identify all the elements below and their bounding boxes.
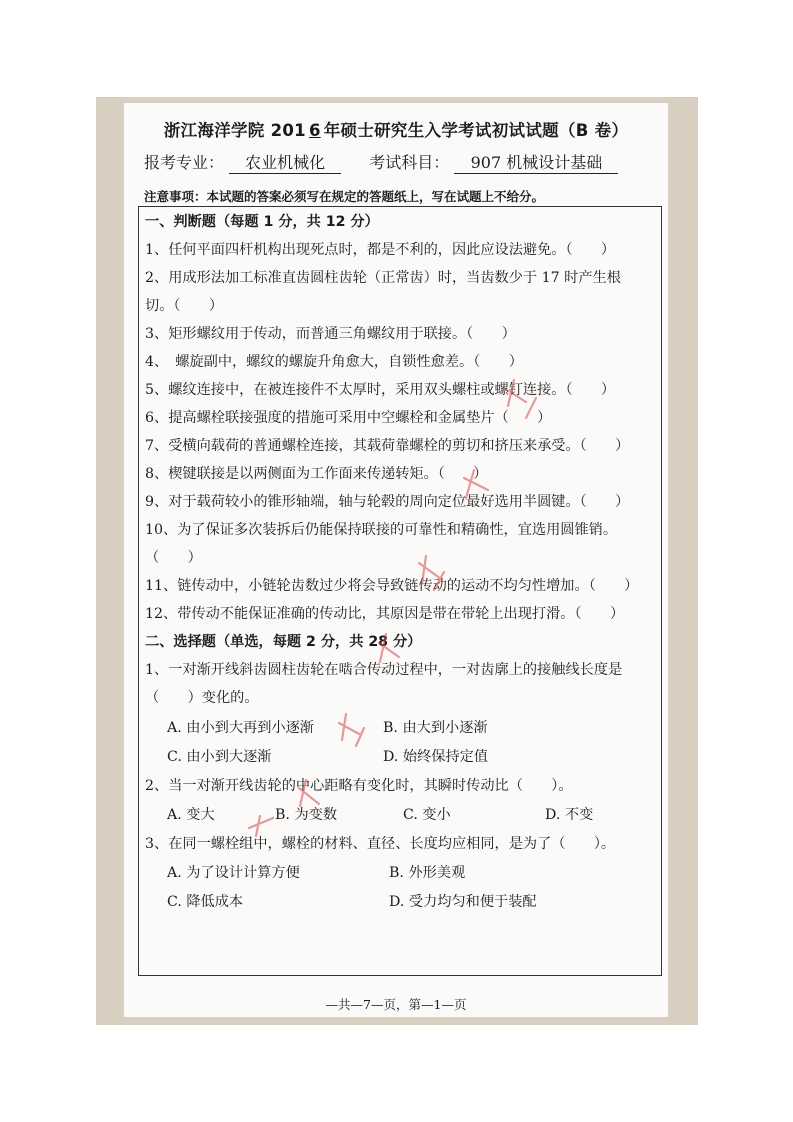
choice-q3-option-a: A. 为了设计计算方便	[167, 865, 300, 881]
choice-q3-stem: 3、在同一螺栓组中，螺栓的材料、直径、长度均应相同，是为了（ ）。	[145, 836, 616, 852]
exam-notice: 注意事项：本试题的答案必须写在规定的答题纸上，写在试题上不给分。	[144, 189, 545, 204]
section-1-heading: 一、判断题（每题 1 分，共 12 分）	[145, 214, 379, 230]
choice-q1-option-c: C. 由小到大逐渐	[167, 749, 272, 765]
judge-item-8: 8、楔键联接是以两侧面为工作面来传递转矩。（ ）	[145, 466, 488, 482]
judge-item-7: 7、受横向载荷的普通螺栓连接，其载荷靠螺栓的剪切和挤压来承受。（ ）	[145, 438, 630, 454]
choice-q3-option-c: C. 降低成本	[167, 894, 244, 910]
choice-q2-option-d: D. 不变	[545, 807, 594, 823]
judge-item-5: 5、螺纹连接中，在被连接件不太厚时，采用双头螺柱或螺钉连接。（ ）	[145, 382, 616, 398]
judge-item-11: 11、链传动中，小链轮齿数过少将会导致链传动的运动不均匀性增加。（ ）	[145, 578, 639, 594]
judge-item-12: 12、带传动不能保证准确的传动比，其原因是带在带轮上出现打滑。（ ）	[145, 606, 625, 622]
choice-q3-option-d: D. 受力均匀和便于装配	[389, 894, 537, 910]
choice-q2-option-c: C. 变小	[403, 807, 451, 823]
choice-q1-stem-cont: （ ）变化的。	[145, 690, 259, 706]
choice-q3-option-b: B. 外形美观	[389, 865, 466, 881]
section-2-heading: 二、选择题（单选，每题 2 分，共 28 分）	[145, 634, 422, 650]
choice-q1-option-a: A. 由小到大再到小逐渐	[167, 720, 314, 736]
judge-item-4: 4、 螺旋副中，螺纹的螺旋升角愈大，自锁性愈差。（ ）	[145, 354, 523, 370]
exam-paper-page	[124, 103, 668, 1017]
choice-q2-option-b: B. 为变数	[275, 807, 338, 823]
subject-label: 考试科目：	[369, 153, 450, 172]
judge-item-2-cont: 切。（ ）	[145, 298, 224, 314]
choice-q2-stem: 2、当一对渐开线齿轮的中心距略有变化时，其瞬时传动比（ ）。	[145, 778, 573, 794]
judge-item-6: 6、提高螺栓联接强度的措施可采用中空螺栓和金属垫片（ ）	[145, 410, 552, 426]
choice-q2-option-a: A. 变大	[167, 807, 215, 823]
subject-value: 907 机械设计基础	[454, 150, 618, 174]
judge-item-2: 2、用成形法加工标准直齿圆柱齿轮（正常齿）时，当齿数少于 17 时产生根	[145, 270, 621, 286]
judge-item-1: 1、任何平面四杆机构出现死点时，都是不利的，因此应设法避免。（ ）	[145, 242, 616, 258]
question-box	[138, 206, 662, 976]
title-year-digit: 6	[308, 121, 321, 140]
page-footer: —共—7—页，第—1—页	[325, 997, 467, 1012]
judge-item-10-cont: （ ）	[145, 550, 202, 566]
choice-q1-stem: 1、一对渐开线斜齿圆柱齿轮在啮合传动过程中，一对齿廓上的接触线长度是	[145, 662, 623, 678]
judge-item-9: 9、对于载荷较小的锥形轴端，轴与轮毂的周向定位最好选用半圆键。（ ）	[145, 494, 630, 510]
title-suffix: 年硕士研究生入学考试初试试题（B 卷）	[323, 121, 629, 140]
judge-item-10: 10、为了保证多次装拆后仍能保持联接的可靠性和精确性，宜选用圆锥销。	[145, 522, 618, 538]
major-value: 农业机械化	[229, 150, 341, 174]
major-label: 报考专业：	[144, 153, 225, 172]
title-prefix: 浙江海洋学院 201	[163, 121, 306, 140]
choice-q1-option-d: D. 始终保持定值	[383, 749, 489, 765]
exam-title	[124, 117, 668, 141]
exam-meta-row	[144, 150, 618, 174]
judge-item-3: 3、矩形螺纹用于传动，而普通三角螺纹用于联接。（ ）	[145, 326, 516, 342]
choice-q1-option-b: B. 由大到小逐渐	[383, 720, 488, 736]
